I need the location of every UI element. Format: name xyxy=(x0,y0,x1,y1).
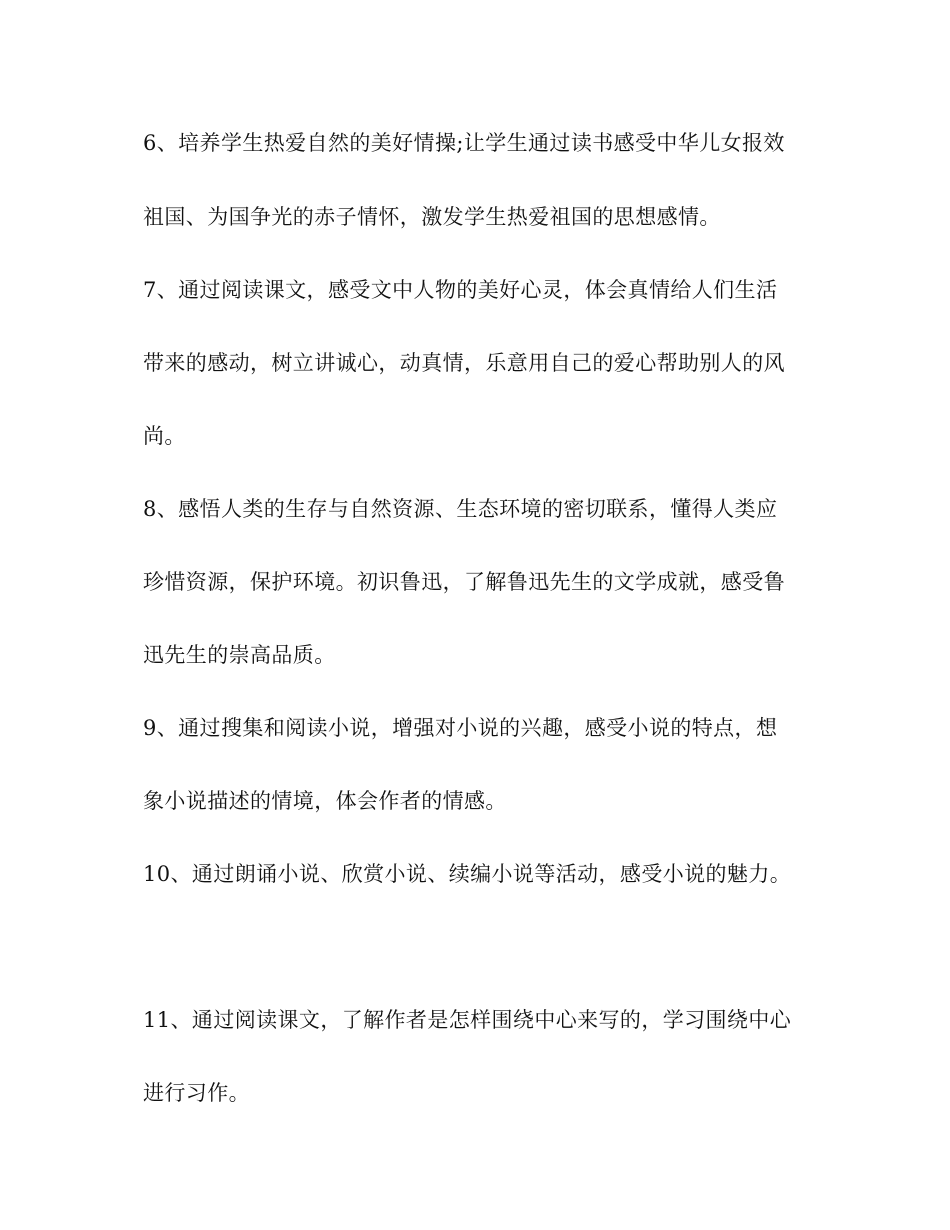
text-line-item6-2: 祖国、为国争光的赤子情怀，激发学生热爱祖国的思想感情。 xyxy=(143,205,721,229)
text-line-item10: 10、通过朗诵小说、欣赏小说、续编小说等活动，感受小说的魅力。 xyxy=(143,862,792,886)
text-line-item7-3: 尚。 xyxy=(143,424,186,448)
text-line-item8-3: 迅先生的崇高品质。 xyxy=(143,643,336,667)
text-line-item7-1: 7、通过阅读课文，感受文中人物的美好心灵，体会真情给人们生活 xyxy=(143,278,778,302)
text-line-item9-1: 9、通过搜集和阅读小说，增强对小说的兴趣，感受小说的特点，想 xyxy=(143,716,778,740)
text-line-item7-2: 带来的感动，树立讲诚心，动真情，乐意用自己的爱心帮助别人的风 xyxy=(143,351,785,375)
text-line-item8-2: 珍惜资源，保护环境。初识鲁迅，了解鲁迅先生的文学成就，感受鲁 xyxy=(143,570,785,594)
text-line-item9-2: 象小说描述的情境，体会作者的情感。 xyxy=(143,789,507,813)
text-line-item11-2: 进行习作。 xyxy=(143,1081,250,1105)
text-line-item11-1: 11、通过阅读课文，了解作者是怎样围绕中心来写的，学习围绕中心 xyxy=(143,1008,792,1032)
text-line-item8-1: 8、感悟人类的生存与自然资源、生态环境的密切联系，懂得人类应 xyxy=(143,497,778,521)
text-line-item6-1: 6、培养学生热爱自然的美好情操;让学生通过读书感受中华儿女报效 xyxy=(143,131,785,155)
